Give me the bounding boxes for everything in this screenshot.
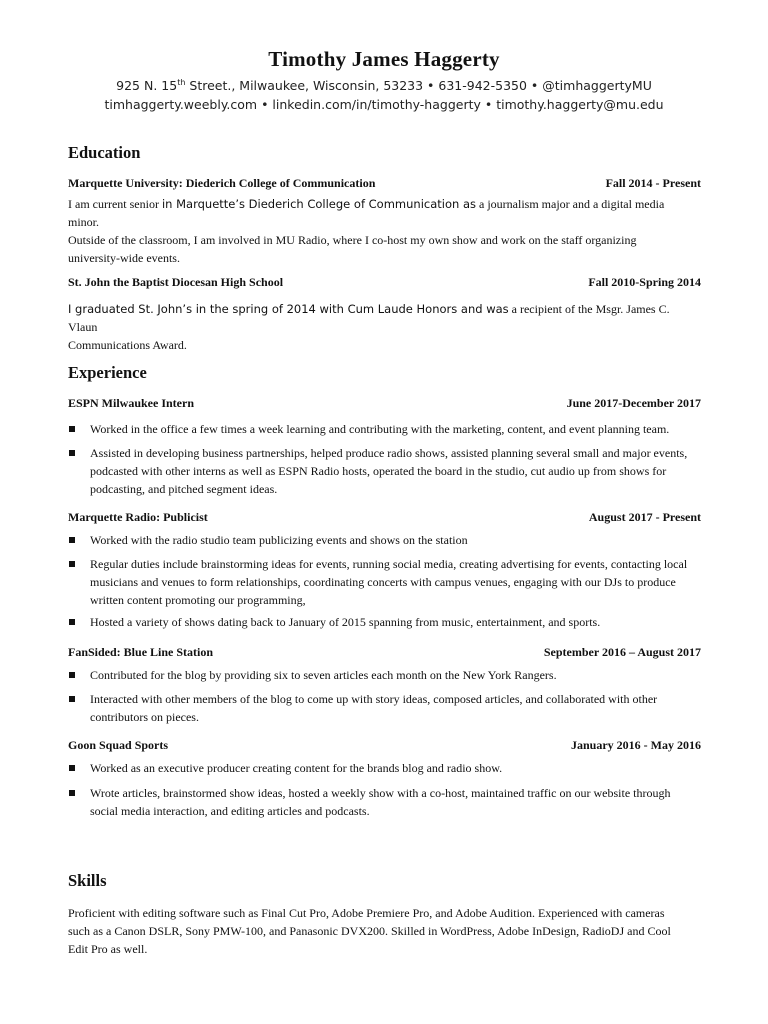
- square-bullet-icon: [69, 426, 75, 432]
- job-date: August 2017 - Present: [588, 510, 701, 524]
- job-bullet: [68, 555, 701, 609]
- desc-text: I am current senior: [68, 197, 162, 211]
- job-bullet: [68, 759, 701, 777]
- education-entry-marquette: [68, 176, 701, 191]
- contact-address-line: [67, 78, 701, 93]
- job-date: January 2016 - May 2016: [571, 738, 701, 752]
- job-date: September 2016 – August 2017: [543, 645, 701, 659]
- square-bullet-icon: [69, 619, 75, 625]
- square-bullet-icon: [69, 696, 75, 702]
- job-bullet: [68, 666, 701, 684]
- desc-line: Communications Award.: [68, 338, 187, 352]
- entry-date: Fall 2014 - Present: [605, 176, 701, 190]
- square-bullet-icon: [69, 561, 75, 567]
- job-bullet: [68, 420, 701, 438]
- experience-heading: Experience: [68, 363, 147, 382]
- job-title: ESPN Milwaukee Intern: [68, 396, 194, 410]
- square-bullet-icon: [69, 537, 75, 543]
- entry-date: Fall 2010-Spring 2014: [588, 275, 701, 289]
- bullet-text: Worked as an executive producer creating content for the brands blog and radio show.: [90, 761, 503, 775]
- bullet-text: Wrote articles, brainstormed show ideas, hosted a weekly show with a co-host, maintained traffic on our website through social media interaction, and editing articles and podcasts.: [90, 786, 671, 818]
- square-bullet-icon: [69, 765, 75, 771]
- job-bullet: [68, 784, 701, 820]
- desc-text-sans: I graduated St. John’s in the spring of 2014 with Cum Laude Honors and was: [68, 302, 509, 316]
- job-title: Goon Squad Sports: [68, 738, 169, 752]
- square-bullet-icon: [69, 450, 75, 456]
- skills-heading: Skills: [68, 871, 107, 890]
- entry-title: Marquette University: Diederich College of Communication: [68, 176, 376, 190]
- desc-line: university-wide events.: [68, 251, 180, 265]
- job-title: FanSided: Blue Line Station: [68, 645, 214, 659]
- education-description-st-john: [68, 300, 688, 354]
- bullet-text: Assisted in developing business partnerships, helped produce radio shows, assisted planning several small and major events, podcasted with other interns as well as ESPN Radio hosts, operated the board in the studio, cut audio up from shows for podcasting, and pitched segment ideas.: [90, 446, 688, 496]
- desc-text: a recipient of the Msgr. James C. Vlaun: [68, 302, 670, 334]
- job-espn: [68, 396, 701, 411]
- bullet-text: Worked in the office a few times a week learning and contributing with the marketing, content, and event planning team.: [90, 422, 670, 436]
- bullet-text: Worked with the radio studio team publicizing events and shows on the station: [90, 533, 468, 547]
- entry-title: St. John the Baptist Diocesan High School: [68, 275, 284, 289]
- job-bullet: [68, 444, 701, 498]
- job-bullet: [68, 690, 701, 726]
- resume-name: Timothy James Haggerty: [268, 47, 500, 71]
- skills-description: Proficient with editing software such as Final Cut Pro, Adobe Premiere Pro, and Adobe Audition. Experienced with cameras such as a Canon DSLR, Sony PMW-100, and Panasonic DVX200. Skilled in WordPress, Adobe InDesign, RadioDJ and Cool Edit Pro as well.: [68, 906, 671, 956]
- desc-text-sans: in Marquette’s Diederich College of Communication as: [161, 197, 476, 211]
- desc-text: a journalism major and a digital media minor.: [68, 197, 665, 229]
- bullet-text: Regular duties include brainstorming ideas for events, running social media, creating advertising for events, contacting local musicians and venues to form relationships, coordinating concerts with campus venues, engaging with our DJs to produce written content promoting our programming,: [90, 557, 688, 607]
- square-bullet-icon: [69, 672, 75, 678]
- address-text: 925 N. 15: [116, 78, 178, 94]
- bullet-text: Contributed for the blog by providing six to seven articles each month on the New York Rangers.: [90, 668, 557, 682]
- education-entry-st-john: [68, 275, 701, 290]
- job-date: June 2017-December 2017: [566, 396, 701, 410]
- job-fansided: [68, 645, 701, 660]
- bullet-text: Interacted with other members of the blog to come up with story ideas, composed articles, and collaborated with other contributors on pieces.: [90, 692, 658, 724]
- bullet-text: Hosted a variety of shows dating back to January of 2015 spanning from music, entertainment, and sports.: [90, 615, 601, 629]
- education-heading: Education: [68, 143, 141, 162]
- desc-line: Outside of the classroom, I am involved in MU Radio, where I co-host my own show and work on the staff organizing: [68, 233, 637, 247]
- job-title: Marquette Radio: Publicist: [68, 510, 208, 524]
- job-bullet: [68, 531, 701, 549]
- job-marquette-radio: [68, 510, 701, 525]
- job-goon-squad: [68, 738, 701, 753]
- contact-links-line: timhaggerty.weebly.com • linkedin.com/in/timothy-haggerty • timothy.haggerty@mu.edu: [104, 97, 664, 112]
- square-bullet-icon: [69, 790, 75, 796]
- address-phone-handle: Street., Milwaukee, Wisconsin, 53233 • 631-942-5350 • @timhaggertyMU: [185, 78, 652, 94]
- education-description-marquette: [68, 195, 688, 267]
- address-ordinal: th: [177, 78, 186, 87]
- job-bullet: [68, 613, 701, 631]
